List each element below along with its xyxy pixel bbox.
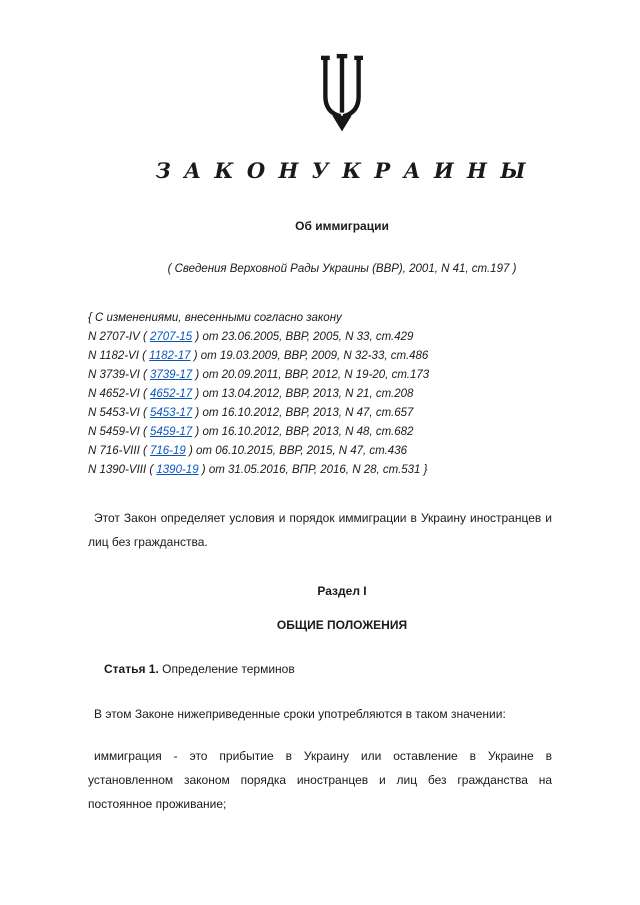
amendment-line <box>88 328 596 347</box>
law-subject: Об иммиграции <box>295 219 389 233</box>
amendment-line <box>88 404 596 423</box>
amendment-link[interactable]: 1390-19 <box>156 464 199 476</box>
article-title: Определение терминов <box>158 662 295 676</box>
article-heading <box>88 662 596 676</box>
amendment-text: ) от 06.10.2015, ВВР, 2015, N 47, ст.436 <box>185 445 407 457</box>
amendment-text: N 4652-VI ( <box>88 388 150 400</box>
amendment-text: N 3739-VI ( <box>88 369 150 381</box>
amendment-link[interactable]: 5459-17 <box>150 426 193 438</box>
amendment-text: ) от 23.06.2005, ВВР, 2005, N 33, ст.429 <box>192 331 414 343</box>
amendment-text: N 5453-VI ( <box>88 407 150 419</box>
section-number: Раздел I <box>317 584 367 598</box>
amendment-text: ) от 19.03.2009, ВВР, 2009, N 32-33, ст.486 <box>190 350 429 362</box>
source-reference: ( Сведения Верховной Рады Украины (ВВР), 2001, N 41, ст.197 ) <box>167 263 517 275</box>
amendment-line <box>88 442 596 461</box>
amendment-text: ) от 16.10.2012, ВВР, 2013, N 48, ст.682 <box>192 426 414 438</box>
amendment-line <box>88 385 596 404</box>
lead-paragraph: Этот Закон определяет условия и порядок иммиграции в Украину иностранцев и лиц без гражданства. <box>88 511 552 549</box>
amendment-text: N 716-VIII ( <box>88 445 150 457</box>
amendment-text: N 1390-VIII ( <box>88 464 157 476</box>
amendment-text: ) от 16.10.2012, ВВР, 2013, N 47, ст.657 <box>192 407 414 419</box>
section-title: ОБЩИЕ ПОЛОЖЕНИЯ <box>276 618 408 632</box>
amendment-link[interactable]: 2707-15 <box>150 331 193 343</box>
article-label: Статья 1. <box>104 662 159 676</box>
body-paragraph: В этом Законе нижеприведенные сроки употребляются в таком значении: <box>94 707 506 721</box>
amendment-text: N 1182-VI ( <box>88 350 150 362</box>
amendment-text: ) от 13.04.2012, ВВР, 2013, N 21, ст.208 <box>192 388 414 400</box>
body-paragraph: иммиграция - это прибытие в Украину или оставление в Украине в установленном законом порядка иностранцев и лиц без гражданства на постоянное проживание; <box>88 749 552 811</box>
amendment-line <box>88 461 596 480</box>
amendment-text: ) от 20.09.2011, ВВР, 2012, N 19-20, ст.173 <box>192 369 430 381</box>
amendment-line <box>88 347 596 366</box>
amendment-line <box>88 366 596 385</box>
ukraine-trident-icon <box>314 52 370 132</box>
amendment-text: ) от 31.05.2016, ВПР, 2016, N 28, ст.531 } <box>198 464 428 476</box>
amendment-text: N 2707-IV ( <box>88 331 150 343</box>
amendment-link[interactable]: 5453-17 <box>150 407 193 419</box>
amendment-link[interactable]: 1182-17 <box>149 350 191 362</box>
coat-of-arms <box>88 52 596 132</box>
amendment-line <box>88 423 596 442</box>
amendments-intro: { С изменениями, внесенными согласно закону <box>88 312 342 324</box>
amendment-text: N 5459-VI ( <box>88 426 150 438</box>
amendment-link[interactable]: 3739-17 <box>150 369 193 381</box>
amendments-block <box>88 309 596 480</box>
amendment-link[interactable]: 716-19 <box>150 445 186 457</box>
law-title: З А К О Н У К Р А И Н Ы <box>155 158 529 183</box>
amendment-link[interactable]: 4652-17 <box>150 388 193 400</box>
